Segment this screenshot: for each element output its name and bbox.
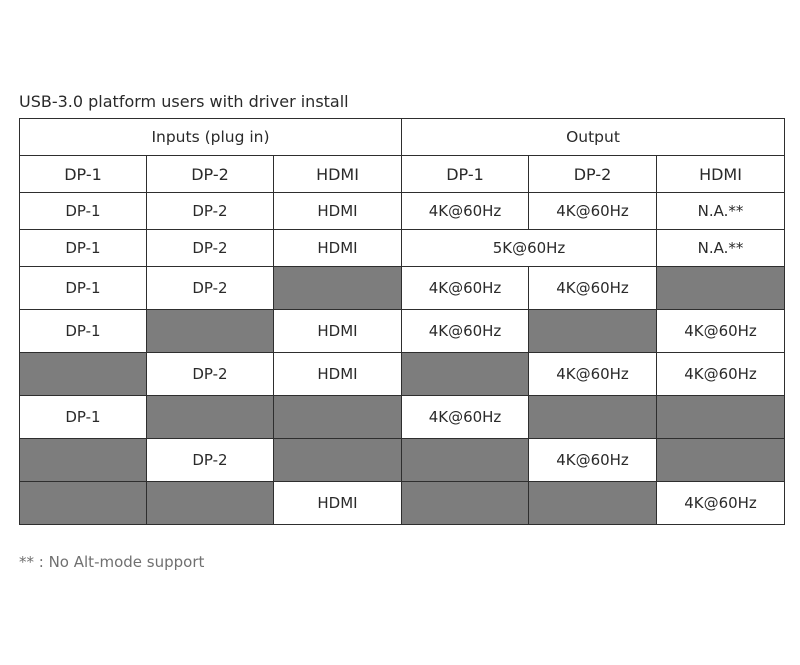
- cell-in-dp1: DP-1: [20, 230, 147, 267]
- cell-empty: [402, 439, 529, 482]
- cell-empty: [402, 482, 529, 525]
- cell-out-dp2: 4K@60Hz: [529, 439, 657, 482]
- table-row: [20, 439, 785, 482]
- cell-out-hdmi: 4K@60Hz: [657, 353, 785, 396]
- table-row: [20, 230, 785, 267]
- cell-in-dp2: DP-2: [147, 439, 274, 482]
- table-row: [20, 396, 785, 439]
- cell-in-dp2: DP-2: [147, 353, 274, 396]
- table-row: [20, 310, 785, 353]
- cell-out-dp-merged: 5K@60Hz: [402, 230, 657, 267]
- cell-empty: [274, 439, 402, 482]
- cell-empty: [529, 482, 657, 525]
- table-row: [20, 482, 785, 525]
- cell-empty: [20, 482, 147, 525]
- cell-out-dp2: 4K@60Hz: [529, 267, 657, 310]
- cell-in-dp1: DP-1: [20, 267, 147, 310]
- footnote: ** : No Alt-mode support: [19, 553, 205, 571]
- cell-in-hdmi: HDMI: [274, 193, 402, 230]
- input-col-dp2: DP-2: [147, 156, 274, 193]
- cell-empty: [147, 396, 274, 439]
- input-col-dp1: DP-1: [20, 156, 147, 193]
- table-row: [20, 353, 785, 396]
- cell-in-dp1: DP-1: [20, 310, 147, 353]
- cell-in-hdmi: HDMI: [274, 230, 402, 267]
- group-header-row: [20, 119, 785, 156]
- cell-out-hdmi: N.A.**: [657, 193, 785, 230]
- compatibility-table: [19, 118, 785, 525]
- cell-out-hdmi: 4K@60Hz: [657, 310, 785, 353]
- table-title: USB-3.0 platform users with driver install: [19, 92, 349, 111]
- cell-empty: [147, 482, 274, 525]
- cell-out-hdmi: N.A.**: [657, 230, 785, 267]
- cell-in-hdmi: HDMI: [274, 310, 402, 353]
- cell-empty: [529, 396, 657, 439]
- table-row: [20, 193, 785, 230]
- cell-in-dp2: DP-2: [147, 230, 274, 267]
- cell-empty: [20, 439, 147, 482]
- cell-empty: [529, 310, 657, 353]
- cell-empty: [657, 439, 785, 482]
- output-col-dp2: DP-2: [529, 156, 657, 193]
- cell-empty: [274, 396, 402, 439]
- cell-in-dp1: DP-1: [20, 193, 147, 230]
- inputs-header: Inputs (plug in): [20, 119, 402, 156]
- cell-out-hdmi: 4K@60Hz: [657, 482, 785, 525]
- cell-in-hdmi: HDMI: [274, 482, 402, 525]
- cell-out-dp1: 4K@60Hz: [402, 396, 529, 439]
- output-col-dp1: DP-1: [402, 156, 529, 193]
- cell-in-dp1: DP-1: [20, 396, 147, 439]
- cell-empty: [402, 353, 529, 396]
- cell-in-hdmi: HDMI: [274, 353, 402, 396]
- column-header-row: [20, 156, 785, 193]
- cell-empty: [274, 267, 402, 310]
- cell-empty: [20, 353, 147, 396]
- cell-out-dp1: 4K@60Hz: [402, 193, 529, 230]
- output-col-hdmi: HDMI: [657, 156, 785, 193]
- cell-in-dp2: DP-2: [147, 193, 274, 230]
- cell-out-dp1: 4K@60Hz: [402, 310, 529, 353]
- cell-out-dp1: 4K@60Hz: [402, 267, 529, 310]
- cell-empty: [657, 396, 785, 439]
- table-row: [20, 267, 785, 310]
- cell-empty: [657, 267, 785, 310]
- cell-out-dp2: 4K@60Hz: [529, 193, 657, 230]
- cell-empty: [147, 310, 274, 353]
- output-header: Output: [402, 119, 785, 156]
- cell-in-dp2: DP-2: [147, 267, 274, 310]
- input-col-hdmi: HDMI: [274, 156, 402, 193]
- cell-out-dp2: 4K@60Hz: [529, 353, 657, 396]
